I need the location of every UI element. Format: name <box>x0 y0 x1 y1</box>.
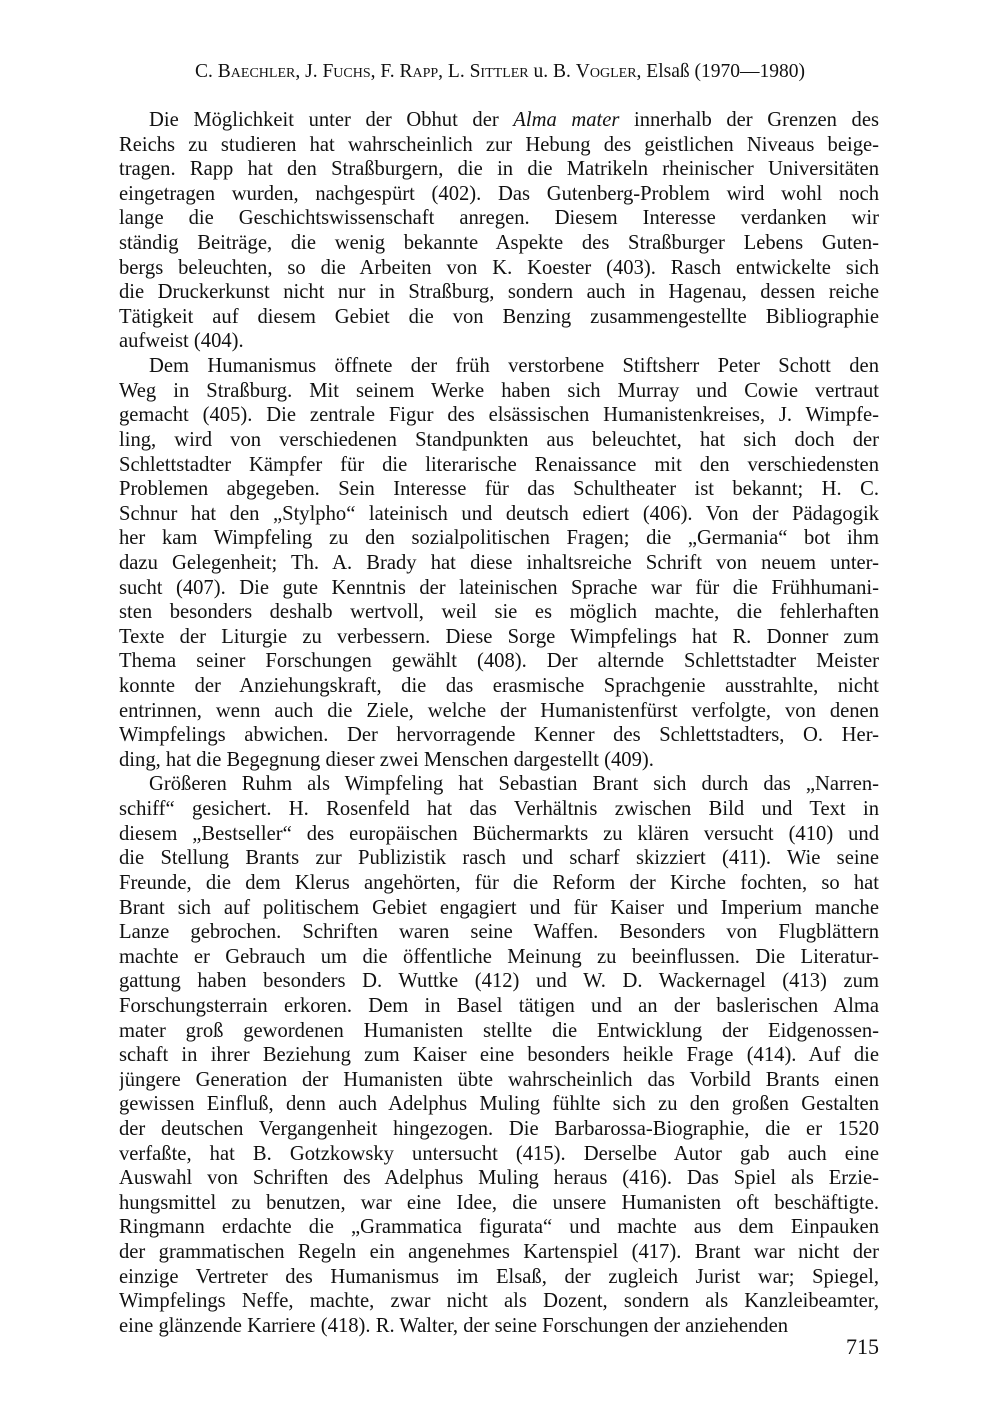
text-line: her kam Wimpfeling zu den sozialpolitischen Fragen; die „Germania“ bot ihm <box>119 527 879 550</box>
text-line: dazu Gelegenheit; Th. A. Brady hat diese inhaltsreiche Schrift von neuem unter- <box>119 551 879 574</box>
text-line: schiff“ gesichert. H. Rosenfeld hat das Verhältnis zwischen Bild und Text in <box>119 798 879 821</box>
text-line: einzige Vertreter des Humanismus im Elsaß, der zugleich Jurist war; Spiegel, <box>119 1265 879 1288</box>
text-line: tragen. Rapp hat den Straßburgern, die in die Matrikeln rheinischer Universitäten <box>119 158 879 181</box>
text-line: hungsmittel zu benutzen, war eine Idee, die unsere Humanisten oft beschäftigte. <box>119 1191 879 1214</box>
text-line: Ringmann erdachte die „Grammatica figurata“ und machte aus dem Einpauken <box>119 1216 879 1239</box>
text-line: Schlettstadter Kämpfer für die literarische Renaissance mit den verschiedensten <box>119 453 879 476</box>
text-line: Thema seiner Forschungen gewählt (408). Der alternde Schlettstadter Meister <box>119 650 879 673</box>
text-line: konnte der Anziehungskraft, die das erasmische Sprachgenie ausstrahlte, nicht <box>119 675 879 698</box>
text-line: entrinnen, wenn auch die Ziele, welche der Humanistenfürst verfolgte, von denen <box>119 699 879 722</box>
text-line: lange die Geschichtswissenschaft anregen. Diesem Interesse verdanken wir <box>119 207 879 230</box>
text-line: der deutschen Vergangenheit hingezogen. Die Barbarossa-Biographie, die er 1520 <box>119 1117 879 1140</box>
text-line: gemacht (405). Die zentrale Figur des elsässischen Humanistenkreises, J. Wimpfe- <box>119 404 879 427</box>
text-line: mater groß gewordenen Humanisten stellte die Entwicklung der Eidgenossen- <box>119 1019 879 1042</box>
text-line: Tätigkeit auf diesem Gebiet die von Benzing zusammengestellte Bibliographie <box>119 305 879 328</box>
author-surname: Sittler <box>469 61 529 82</box>
text-line: Auswahl von Schriften des Adelphus Muling heraus (416). Das Spiel als Erzie- <box>119 1167 879 1190</box>
text-line: schaft in ihrer Beziehung zum Kaiser eine besonders heikle Frage (414). Auf die <box>119 1044 879 1067</box>
text-line: Freunde, die dem Klerus angehörten, für die Reform der Kirche fochten, so hat <box>119 871 879 894</box>
author-conjunction: u. <box>533 61 549 82</box>
text-line: eingetragen wurden, nachgespürt (402). Das Gutenberg-Problem wird wohl noch <box>119 182 879 205</box>
author-surname: Vogler <box>575 61 637 82</box>
text-line: Problemen abgegeben. Sein Interesse für das Schultheater ist bekannt; H. C. <box>119 478 879 501</box>
author-initial: C. <box>195 61 213 82</box>
text-line: der grammatischen Regeln ein angenehmes Kartenspiel (417). Brant war nicht der <box>119 1241 879 1264</box>
text-line: sten besonders deshalb wertvoll, weil sie es möglich machte, die fehlerhaften <box>119 601 879 624</box>
author-initial: L. <box>447 61 465 82</box>
text-line: sucht (407). Die gute Kenntnis der lateinischen Sprache war für die Frühhumani- <box>119 576 879 599</box>
text-line: gattung haben besonders D. Wuttke (412) und W. D. Wackernagel (413) zum <box>119 970 879 993</box>
text-line: Forschungsterrain erkoren. Dem in Basel tätigen und an der baslerischen Alma <box>119 994 879 1017</box>
text-line: ständig Beiträge, die wenig bekannte Aspekte des Straßburger Lebens Guten- <box>119 232 879 255</box>
text-line: Lanze gebrochen. Schriften waren seine Waffen. Besonders von Flugblättern <box>119 921 879 944</box>
text-line: ding, hat die Begegnung dieser zwei Menschen dargestellt (409). <box>119 748 654 771</box>
text-line: die Druckerkunst nicht nur in Straßburg, sondern auch in Hagenau, dessen reiche <box>119 281 879 304</box>
text-line: jüngere Generation der Humanisten übte wahrscheinlich das Vorbild Brants einen <box>119 1068 879 1091</box>
text-line: Größeren Ruhm als Wimpfeling hat Sebastian Brant sich durch das „Narren- <box>149 773 879 796</box>
text-line: machte er Gebrauch um die öffentliche Meinung zu beeinflussen. Die Literatur- <box>119 945 879 968</box>
text-line: Schnur hat den „Stylpho“ lateinisch und deutsch ediert (406). Von der Pädagogik <box>119 502 879 525</box>
paragraph <box>119 354 879 772</box>
italic-phrase: Alma mater <box>513 109 620 131</box>
author-initial: J. <box>305 61 318 82</box>
paragraph <box>119 772 879 1338</box>
text-line: ling, wird von verschiedenen Standpunkten aus beleuchtet, hat sich doch der <box>119 428 879 451</box>
text-line: aufweist (404). <box>119 330 244 353</box>
text-line: Wimpfelings Neffe, machte, zwar nicht als Dozent, sondern als Kanzleibeamter, <box>119 1290 879 1313</box>
page-number: 715 <box>846 1334 879 1359</box>
author-surname: Rapp <box>399 61 439 82</box>
text-line: bergs beleuchten, so die Arbeiten von K. Koester (403). Rasch entwickelte sich <box>119 256 879 279</box>
text-line: verfaßte, hat B. Gotzkowsky untersucht (415). Derselbe Autor gab auch eine <box>119 1142 879 1165</box>
author-initial: F. <box>380 61 395 82</box>
text-line: Brant sich auf politischem Gebiet engagiert und für Kaiser und Imperium manche <box>119 896 879 919</box>
text-line: Die Möglichkeit unter der Obhut der Alma mater innerhalb der Grenzen des <box>149 109 879 131</box>
author-initial: B. <box>553 61 571 82</box>
text-line: Weg in Straßburg. Mit seinem Werke haben sich Murray und Cowie vertraut <box>119 379 879 402</box>
text-line: Texte der Liturgie zu verbessern. Diese Sorge Wimpfelings hat R. Donner zum <box>119 625 879 648</box>
text-line: Reichs zu studieren hat wahrscheinlich zur Hebung des geistlichen Niveaus beige- <box>119 133 879 156</box>
header-topic: Elsaß (1970—1980) <box>646 61 805 82</box>
text-line: eine glänzende Karriere (418). R. Walter, der seine Forschungen der anziehenden <box>119 1314 789 1337</box>
author-surname: Fuchs <box>322 61 371 82</box>
paragraph <box>119 108 879 354</box>
text-line: Wimpfelings abwichen. Der hervorragende Kenner des Schlettstadters, O. Her- <box>119 724 879 747</box>
text-line: gewissen Einfluß, denn auch Adelphus Muling fühlte sich zu den großen Gestalten <box>119 1093 879 1116</box>
text-line: diesem „Bestseller“ des europäischen Büchermarkts zu klären versucht (410) und <box>119 822 879 845</box>
author-surname: Baechler <box>217 61 296 82</box>
text-line: Dem Humanismus öffnete der früh verstorbene Stiftsherr Peter Schott den <box>149 355 879 378</box>
text-line: die Stellung Brants zur Publizistik rasch und scharf skizziert (411). Wie seine <box>119 847 879 870</box>
running-head: C. Baechler, J. Fuchs, F. Rapp, L. Sittler u. B. Vogler, Elsaß (1970—1980) <box>195 61 805 82</box>
body-text <box>119 108 879 1338</box>
